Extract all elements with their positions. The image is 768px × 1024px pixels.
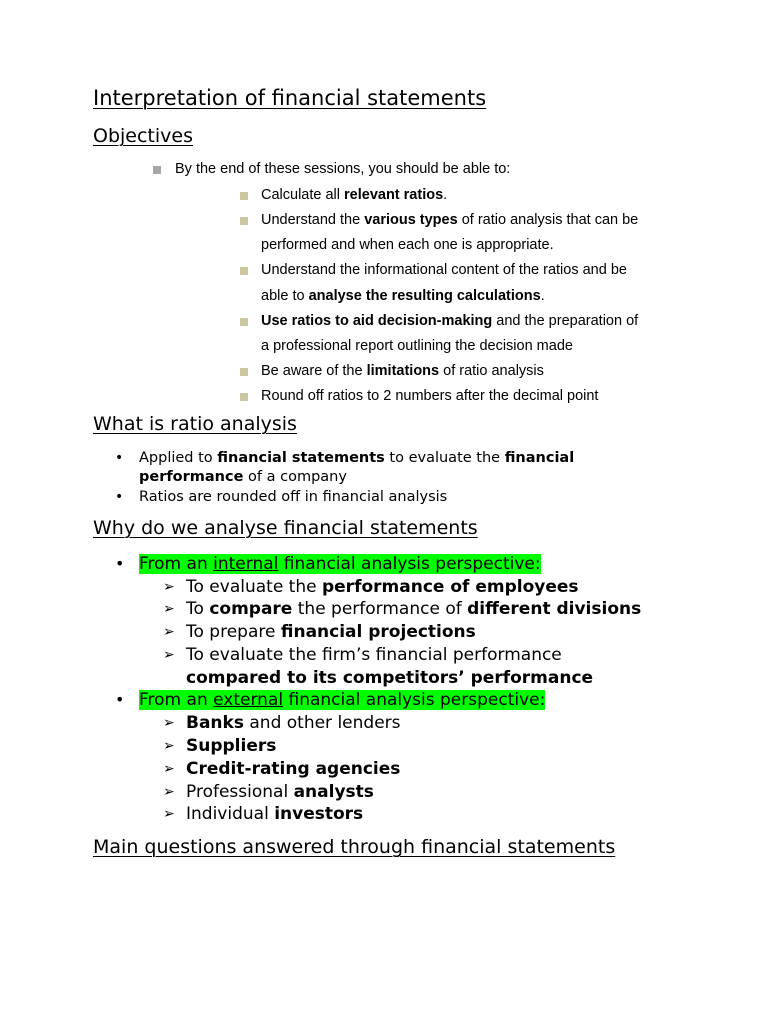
- bullet-icon: •: [115, 450, 124, 466]
- bold-text: various types: [364, 212, 458, 228]
- text-run: Ratios are rounded off in financial analysis: [139, 489, 448, 505]
- perspective-item-line: [186, 782, 374, 802]
- text-run: From an: [139, 554, 214, 574]
- perspective-item-line: [186, 804, 363, 824]
- arrow-bullet-icon: ➢: [163, 784, 175, 800]
- bold-text: analysts: [293, 782, 374, 802]
- objective-item-line: [261, 388, 598, 405]
- bold-text: Use ratios to aid decision-making: [261, 313, 493, 329]
- perspective-item-line: [186, 759, 400, 779]
- section-heading-main-questions: Main questions answered through financial statements: [93, 836, 616, 858]
- bullet-icon: •: [115, 554, 125, 573]
- text-run: To evaluate the firm’s financial performance: [186, 645, 562, 665]
- perspective-item-line: [186, 577, 579, 597]
- bold-text: analyse the resulting calculations: [308, 288, 541, 304]
- square-bullet-icon: [240, 192, 248, 200]
- arrow-bullet-icon: ➢: [163, 738, 175, 754]
- text-run: .: [443, 187, 448, 203]
- arrow-bullet-icon: ➢: [163, 715, 175, 731]
- bold-text: performance of employees: [321, 577, 579, 597]
- perspective-item-line: [186, 668, 593, 688]
- perspective-item-line: [186, 622, 476, 642]
- objective-item-line: [261, 187, 447, 204]
- text-run: a professional report outlining the decision made: [261, 338, 573, 354]
- objectives-intro: By the end of these sessions, you should be able to:: [175, 161, 511, 177]
- bold-text: Suppliers: [186, 736, 277, 756]
- bold-text: financial statements: [217, 450, 385, 466]
- text-run: .: [540, 288, 545, 304]
- objective-item-line: [261, 313, 638, 330]
- objective-item-line: [261, 338, 573, 355]
- section-heading-ratio-analysis: What is ratio analysis: [93, 413, 297, 435]
- square-bullet-icon: [240, 368, 248, 376]
- section-heading-why-analyse: Why do we analyse financial statements: [93, 517, 478, 539]
- square-bullet-icon: [240, 267, 248, 275]
- square-bullet-icon: [153, 166, 161, 174]
- bold-text: investors: [274, 804, 364, 824]
- arrow-bullet-icon: ➢: [163, 601, 175, 617]
- arrow-bullet-icon: ➢: [163, 647, 175, 663]
- text-run: of a company: [243, 469, 347, 485]
- text-run: Round off ratios to 2 numbers after the decimal point: [261, 388, 599, 404]
- perspective-item-line: [186, 599, 641, 619]
- bold-text: financial: [504, 450, 575, 466]
- underlined-text: internal: [213, 554, 279, 574]
- text-run: and other lenders: [243, 713, 401, 733]
- bold-text: limitations: [366, 363, 440, 379]
- bullet-icon: •: [115, 489, 124, 505]
- perspective-heading: [139, 554, 541, 574]
- perspective-heading: [139, 690, 545, 710]
- perspective-item-line: [186, 645, 562, 665]
- objective-item-line: [261, 288, 545, 305]
- text-run: Be aware of the: [261, 363, 367, 379]
- bold-text: compare: [209, 599, 293, 619]
- text-run: To evaluate the: [186, 577, 322, 597]
- bold-text: financial projections: [280, 622, 476, 642]
- ratio-bullet-line: [139, 468, 347, 486]
- ratio-bullet-line: [139, 449, 574, 467]
- text-run: financial analysis perspective:: [278, 554, 541, 574]
- text-run: Understand the: [261, 212, 365, 228]
- text-run: From an: [139, 690, 214, 710]
- text-run: performed and when each one is appropriate.: [261, 237, 554, 253]
- bold-text: Credit-rating agencies: [186, 759, 401, 779]
- perspective-item-line: [186, 713, 401, 733]
- bold-text: Banks: [186, 713, 244, 733]
- document-title: Interpretation of financial statements: [93, 86, 487, 110]
- bold-text: different divisions: [467, 599, 642, 619]
- underlined-text: external: [213, 690, 284, 710]
- bold-text: compared to its competitors’ performance: [186, 668, 594, 688]
- square-bullet-icon: [240, 318, 248, 326]
- arrow-bullet-icon: ➢: [163, 806, 175, 822]
- perspective-item-line: [186, 736, 276, 756]
- objective-item-line: [261, 212, 638, 229]
- section-heading-objectives: Objectives: [93, 125, 193, 147]
- arrow-bullet-icon: ➢: [163, 579, 175, 595]
- square-bullet-icon: [240, 217, 248, 225]
- text-run: able to: [261, 288, 309, 304]
- bold-text: relevant ratios: [344, 187, 444, 203]
- text-run: and the preparation of: [492, 313, 639, 329]
- text-run: To: [186, 599, 210, 619]
- text-run: Individual: [186, 804, 275, 824]
- objective-item-line: [261, 363, 544, 380]
- bullet-icon: •: [115, 690, 125, 709]
- bold-text: performance: [139, 469, 244, 485]
- text-run: Understand the informational content of the ratios and be: [261, 262, 627, 278]
- objective-item-line: [261, 237, 554, 254]
- highlighted-text: [139, 554, 541, 574]
- objective-item-line: [261, 262, 627, 279]
- text-run: to evaluate the: [384, 450, 505, 466]
- text-run: Applied to: [139, 450, 218, 466]
- text-run: of ratio analysis: [439, 363, 544, 379]
- text-run: To prepare: [186, 622, 281, 642]
- text-run: financial analysis perspective:: [283, 690, 546, 710]
- highlighted-text: [139, 690, 545, 710]
- text-run: Calculate all: [261, 187, 345, 203]
- ratio-bullet-line: [139, 488, 447, 506]
- arrow-bullet-icon: ➢: [163, 761, 175, 777]
- square-bullet-icon: [240, 393, 248, 401]
- text-run: Professional: [186, 782, 294, 802]
- arrow-bullet-icon: ➢: [163, 624, 175, 640]
- text-run: the performance of: [292, 599, 468, 619]
- text-run: of ratio analysis that can be: [457, 212, 639, 228]
